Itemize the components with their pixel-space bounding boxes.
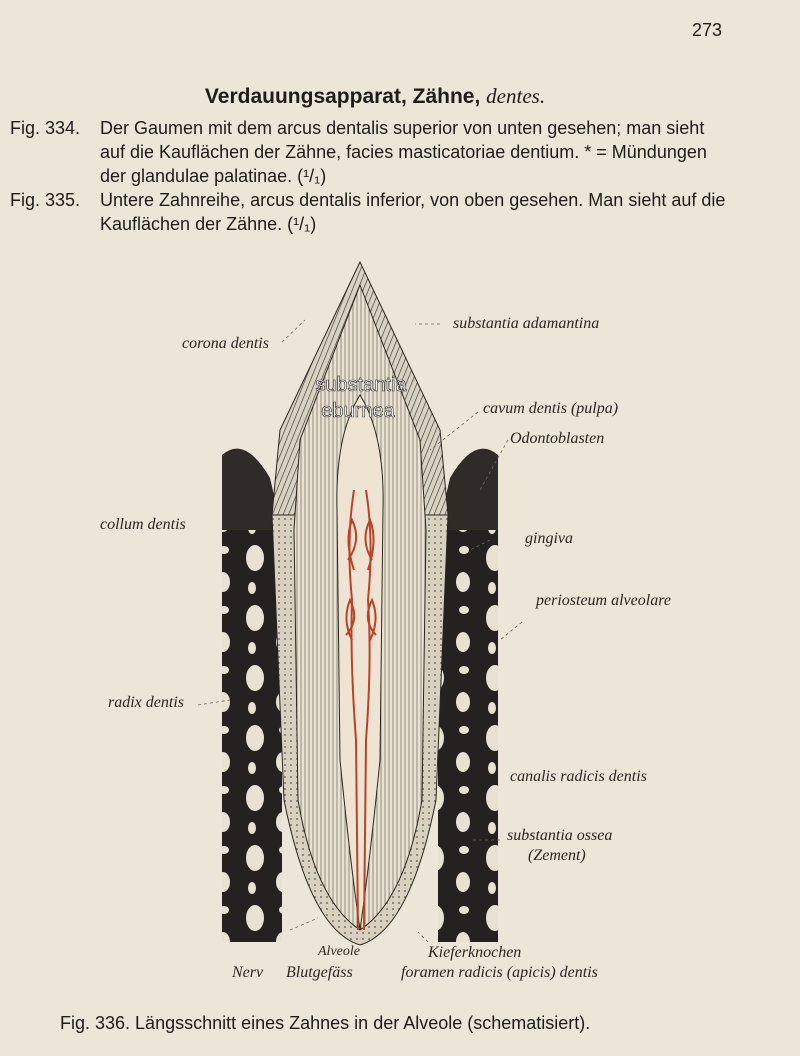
heading-italic: dentes. xyxy=(486,84,546,108)
label-collum-dentis: collum dentis xyxy=(100,516,186,533)
label-periosteum: periosteum alveolare xyxy=(536,592,671,609)
label-foramen: foramen radicis (apicis) dentis xyxy=(401,964,598,981)
label-substantia-adamantina: substantia adamantina xyxy=(453,315,600,332)
label-canalis: canalis radicis dentis xyxy=(510,768,647,785)
label-zement: (Zement) xyxy=(528,847,586,864)
figure-label: Fig. 335. xyxy=(10,190,81,210)
label-blutgefaess: Blutgefäss xyxy=(286,964,353,981)
figure-text: Untere Zahnreihe, arcus dentalis inferior, von oben gesehen. Man sieht auf die Kauflächen der Zähne. (¹/₁) xyxy=(100,190,726,234)
label-gingiva: gingiva xyxy=(525,530,573,547)
label-kieferknochen: Kieferknochen xyxy=(428,944,522,961)
figure-text: Der Gaumen mit dem arcus dentalis superior von unten gesehen; man sieht auf die Kauflächen der Zähne, facies masticatoriae dentium. * = Mündungen der glandulae palatinae. (¹/₁) xyxy=(100,118,707,186)
label-cavum-dentis: cavum dentis (pulpa) xyxy=(483,400,619,417)
label-odontoblasten: Odontoblasten xyxy=(510,430,605,447)
label-nerv: Nerv xyxy=(232,964,264,981)
figure-entry-335 xyxy=(10,188,730,236)
heading-main: Verdauungsapparat, Zähne, xyxy=(204,85,481,108)
inner-label-eburnea: eburnea xyxy=(321,400,395,422)
jaw-bone-right xyxy=(438,530,498,942)
page-number: 273 xyxy=(691,20,722,40)
figure-caption: Fig. 336. Längsschnitt eines Zahnes in der Alveole (schematisiert). xyxy=(60,1013,591,1033)
inner-label-substantia: substantia xyxy=(315,374,407,396)
label-radix-dentis: radix dentis xyxy=(108,694,184,711)
page-heading xyxy=(0,84,750,109)
tooth-illustration xyxy=(0,240,800,1000)
figure-label: Fig. 334. xyxy=(10,118,81,138)
jaw-bone-left xyxy=(222,530,282,942)
label-substantia-ossea: substantia ossea xyxy=(507,827,613,844)
figure-entry-334 xyxy=(10,116,730,188)
label-alveole: Alveole xyxy=(318,944,360,959)
tooth-diagram xyxy=(0,240,800,1000)
label-corona-dentis: corona dentis xyxy=(182,335,269,352)
